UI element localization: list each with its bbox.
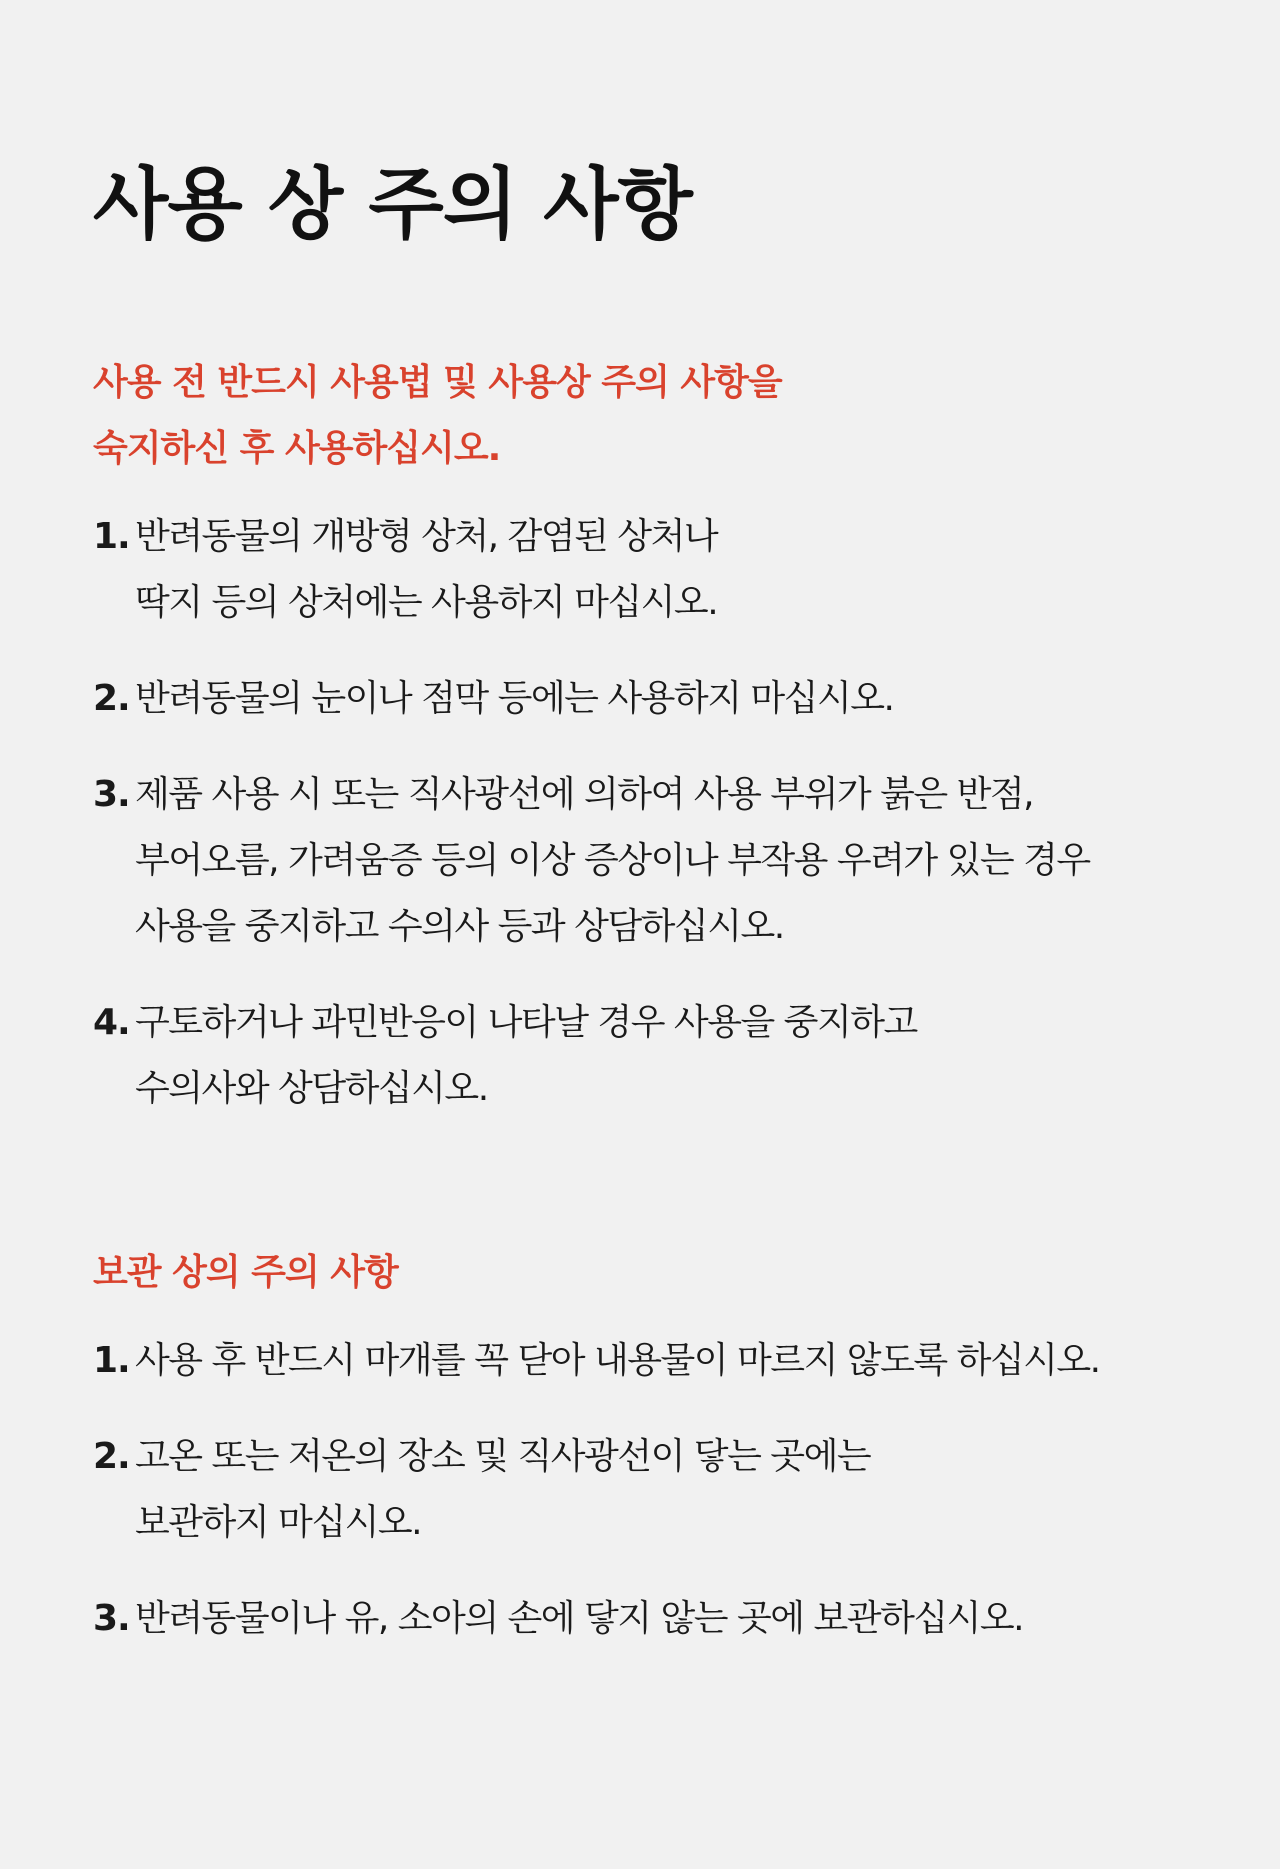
item-number: 1. — [93, 516, 130, 557]
item-text-line: 사용을 중지하고 수의사 등과 상담하십시오. — [135, 906, 784, 947]
list-item — [93, 504, 1280, 636]
item-text-line: 반려동물의 개방형 상처, 감염된 상처나 — [135, 516, 718, 557]
list-item — [93, 1328, 1280, 1394]
usage-caution-heading — [93, 350, 1280, 482]
item-number: 3. — [93, 774, 130, 815]
item-text-line: 반려동물이나 유, 소아의 손에 닿지 않는 곳에 보관하십시오. — [135, 1598, 1024, 1639]
item-number: 4. — [93, 1002, 130, 1043]
item-number: 3. — [93, 1598, 130, 1639]
item-text-line: 보관하지 마십시오. — [135, 1502, 422, 1543]
usage-caution-heading-line: 사용 전 반드시 사용법 및 사용상 주의 사항을 — [93, 362, 782, 403]
item-text-line: 수의사와 상담하십시오. — [135, 1068, 488, 1109]
item-text-line: 제품 사용 시 또는 직사광선에 의하여 사용 부위가 붉은 반점, — [135, 774, 1034, 815]
list-item — [93, 666, 1280, 732]
item-text-line: 사용 후 반드시 마개를 꼭 닫아 내용물이 마르지 않도록 하십시오. — [135, 1340, 1100, 1381]
list-item — [93, 762, 1280, 960]
item-text-line: 부어오름, 가려움증 등의 이상 증상이나 부작용 우려가 있는 경우 — [135, 840, 1090, 881]
item-text-line: 반려동물의 눈이나 점막 등에는 사용하지 마십시오. — [135, 678, 894, 719]
list-item — [93, 1586, 1280, 1652]
page-title: 사용 상 주의 사항 — [93, 160, 692, 250]
storage-caution-heading-line: 보관 상의 주의 사항 — [93, 1252, 398, 1293]
usage-caution-heading-line: 숙지하신 후 사용하십시오. — [93, 428, 501, 469]
list-item — [93, 1424, 1280, 1556]
usage-caution-list — [93, 504, 1280, 1122]
item-text-line: 구토하거나 과민반응이 나타날 경우 사용을 중지하고 — [135, 1002, 917, 1043]
item-number: 2. — [93, 1436, 130, 1477]
list-item — [93, 990, 1280, 1122]
storage-caution-heading — [93, 1240, 1280, 1306]
item-text-line: 고온 또는 저온의 장소 및 직사광선이 닿는 곳에는 — [135, 1436, 871, 1477]
storage-caution-list — [93, 1328, 1280, 1652]
item-text-line: 딱지 등의 상처에는 사용하지 마십시오. — [135, 582, 718, 623]
item-number: 1. — [93, 1340, 130, 1381]
item-number: 2. — [93, 678, 130, 719]
